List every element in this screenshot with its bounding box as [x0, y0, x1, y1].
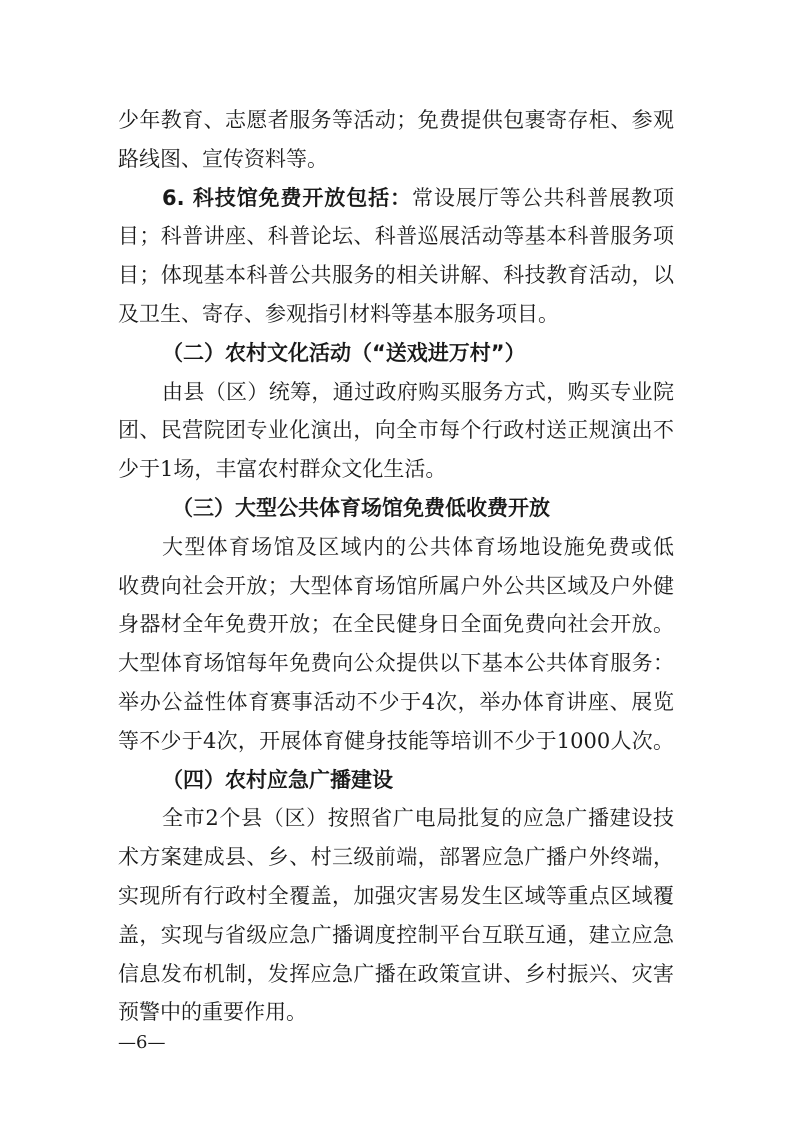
text-line: 由县（区）统筹，通过政府购买服务方式，购买专业院 — [162, 379, 674, 404]
text-line: 大型体育场馆每年免费向公众提供以下基本公共体育服务： — [118, 651, 674, 676]
text-line: 信息发布机制，发挥应急广播在政策宣讲、乡村振兴、灾害 — [118, 961, 674, 986]
text-line: 目；科普讲座、科普论坛、科普巡展活动等基本科普服务项 — [118, 224, 674, 249]
text-line: 身器材全年免费开放；在全民健身日全面免费向社会开放。 — [118, 612, 674, 637]
section-heading: （二）农村文化活动（“送戏进万村”） — [162, 340, 526, 365]
text-line: 少于1场，丰富农村群众文化生活。 — [118, 457, 447, 482]
text-line: 团、民营院团专业化演出，向全市每个行政村送正规演出不 — [118, 418, 674, 443]
text-line: 收费向社会开放；大型体育场馆所属户外公共区域及户外健 — [118, 573, 674, 598]
text-line: 少年教育、志愿者服务等活动；免费提供包裹寄存柜、参观 — [118, 108, 674, 132]
item-6-line — [118, 179, 674, 218]
text-line: 全市2个县（区）按照省广电局批复的应急广播建设技 — [162, 806, 674, 831]
text-line: 盖，实现与省级应急广播调度控制平台互联互通，建立应急 — [118, 922, 674, 947]
text-line: 等不少于4次，开展体育健身技能等培训不少于1000人次。 — [118, 728, 674, 753]
document-body — [118, 101, 674, 1032]
section-heading: （三）大型公共体育场馆免费低收费开放 — [172, 495, 550, 520]
text-line: 实现所有行政村全覆盖，加强灾害易发生区域等重点区域覆 — [118, 883, 674, 908]
text-line: 举办公益性体育赛事活动不少于4次，举办体育讲座、展览 — [118, 689, 674, 714]
section-heading: （四）农村应急广播建设 — [162, 767, 393, 792]
text-line: 常设展厅等公共科普展教项 — [411, 185, 674, 210]
text-line: 及卫生、寄存、参观指引材料等基本服务项目。 — [118, 301, 559, 326]
item-6-lead: 6. 科技馆免费开放包括： — [162, 185, 412, 210]
text-line: 预警中的重要作用。 — [118, 1000, 307, 1025]
text-line: 大型体育场馆及区域内的公共体育场地设施免费或低 — [162, 534, 674, 559]
text-line: 路线图、宣传资料等。 — [118, 146, 328, 171]
page-number: —6— — [118, 1032, 166, 1053]
text-line: 目；体现基本科普公共服务的相关讲解、科技教育活动，以 — [118, 263, 674, 288]
text-line: 术方案建成县、乡、村三级前端，部署应急广播户外终端， — [118, 845, 674, 870]
